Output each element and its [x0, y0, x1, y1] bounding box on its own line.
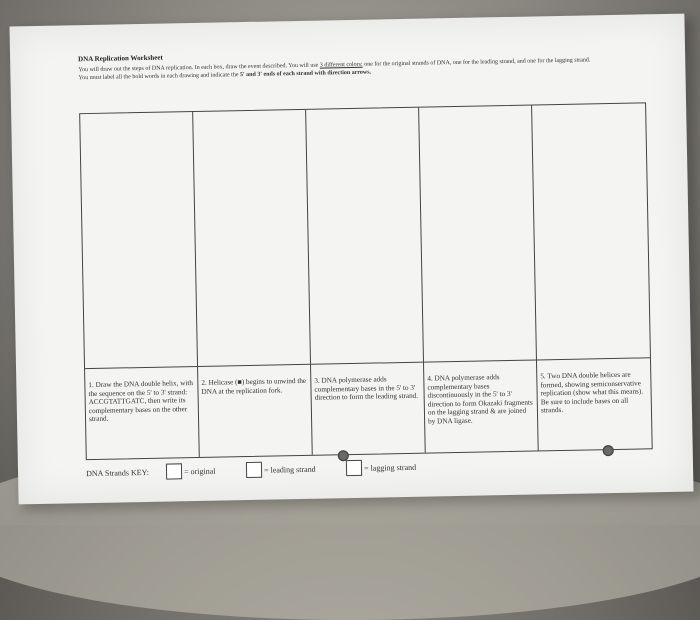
step-caption-2: 2. Helicase (■) begins to unwind the DNA at the replication fork. [198, 365, 313, 457]
worksheet-title: DNA Replication Worksheet [78, 53, 163, 64]
step-caption-3: 3. DNA polymerase adds complementary bases in the 5' to 3' direction to form the leading strand. [311, 363, 426, 455]
instructions-text-1: You will draw out the steps of DNA replication. In each box, draw the event described. You will use [78, 62, 320, 74]
key-lagging [346, 459, 416, 476]
drawing-box-4[interactable] [419, 106, 537, 363]
key-lagging-label: = lagging strand [363, 462, 417, 473]
worksheet-content [78, 44, 648, 479]
strands-key [86, 454, 656, 485]
key-original-label: = original [183, 466, 216, 476]
key-leading-color-box[interactable] [246, 462, 262, 478]
step-caption-5: 5. Two DNA double helices are formed, showing semiconservative replication (show what this means). Be sure to include bases on all strands. [540, 370, 644, 415]
worksheet-paper [9, 14, 693, 505]
key-label: DNA Strands KEY: [85, 467, 149, 479]
key-original [166, 463, 216, 480]
drawing-box-3[interactable] [306, 108, 424, 365]
step-caption-4: 4. DNA polymerase adds complementary bases discontinuously in the 5' to 3' direction to form Okazaki fragments on the lagging strand & are joined by DNA ligase. [424, 360, 539, 452]
key-leading [246, 461, 316, 478]
drawing-box-5[interactable] [532, 103, 650, 360]
instructions-colors-link: 3 different colors: [319, 61, 363, 69]
drawing-box-2[interactable] [193, 110, 311, 367]
drawing-box-1[interactable] [80, 112, 198, 369]
drawing-grid [79, 102, 653, 460]
step-caption-1: 1. Draw the DNA double helix, with the sequence on the 5' to 3' strand: ACCGTATTGATC, then write its complementary bases on the other strand. [85, 367, 200, 459]
instructions-bold-text: 5' and 3' ends of each strand with direction arrows. [239, 69, 372, 78]
key-lagging-color-box[interactable] [346, 460, 362, 476]
key-leading-label: = leading strand [263, 464, 316, 475]
instructions-text-2: one for the original strands of DNA, one for the leading strand, and one for the lagging strand. You must label all the bold words in each drawing and indicate the [78, 57, 591, 81]
key-original-color-box[interactable] [166, 463, 182, 479]
